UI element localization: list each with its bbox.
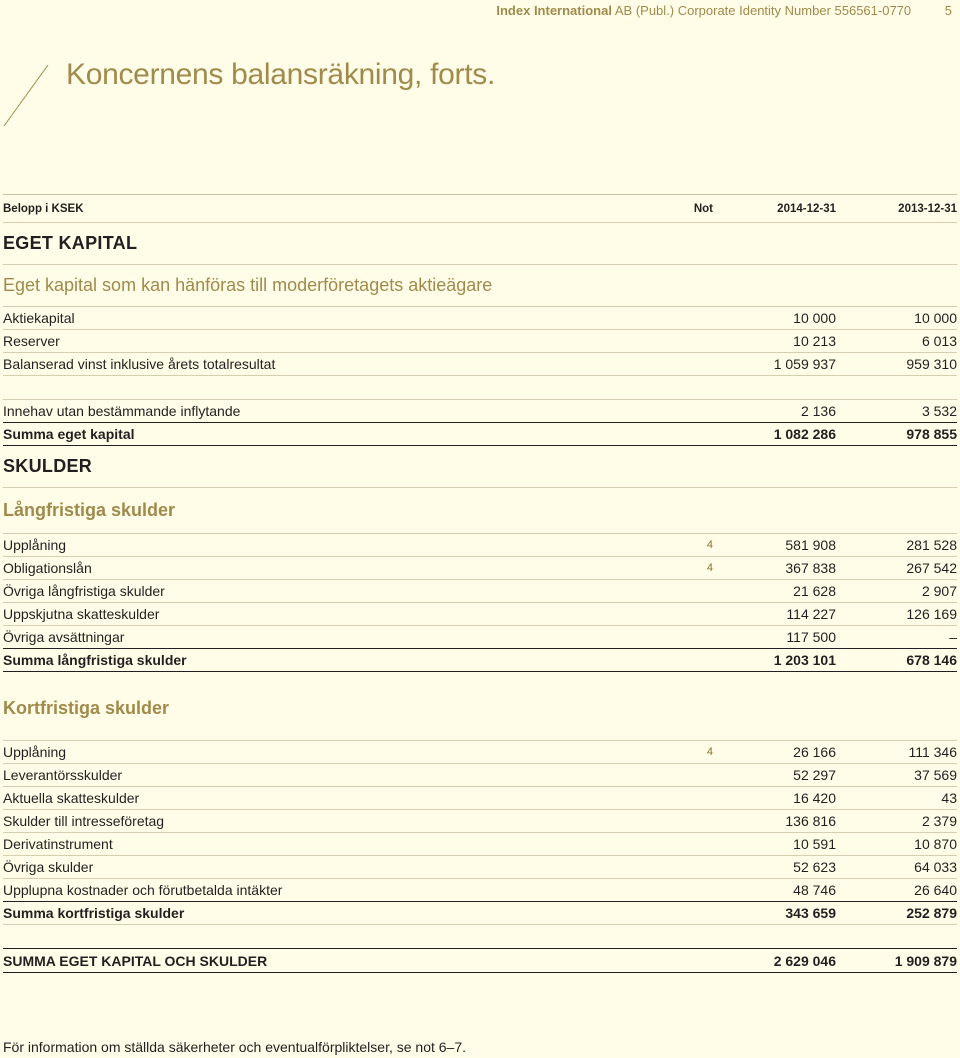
- row-value-2014: 48 746: [793, 882, 836, 898]
- row-label: Uppskjutna skatteskulder: [3, 606, 160, 622]
- row-value-2013: 2 907: [921, 583, 957, 599]
- row-value-2014: 581 908: [785, 537, 836, 553]
- longterm-total-row: [3, 648, 957, 671]
- equity-heading: EGET KAPITAL: [3, 222, 957, 264]
- row-value-2013: 64 033: [914, 859, 957, 875]
- row-value-2013: 267 542: [906, 560, 957, 576]
- row-label: Reserver: [3, 333, 60, 349]
- grand-total-row: [3, 948, 957, 972]
- page-title: Koncernens balansräkning, forts.: [66, 58, 495, 91]
- table-end-rule: [3, 972, 957, 973]
- spacer: [3, 924, 957, 948]
- table-row: [3, 329, 957, 352]
- row-value-2014: 10 213: [793, 333, 836, 349]
- row-label: Aktiekapital: [3, 310, 75, 326]
- row-value-2014: 136 816: [785, 813, 836, 829]
- row-value-2013: 678 146: [906, 652, 957, 668]
- row-note: 4: [706, 562, 713, 574]
- row-value-2013: –: [949, 629, 957, 645]
- row-label: Övriga skulder: [3, 859, 94, 875]
- column-label-header: Belopp i KSEK: [3, 202, 84, 215]
- column-note-header: Not: [693, 202, 713, 215]
- table-row: [3, 306, 957, 329]
- row-label: Balanserad vinst inklusive årets totalresultat: [3, 356, 276, 372]
- row-value-2014: 367 838: [785, 560, 836, 576]
- row-label: Övriga långfristiga skulder: [3, 583, 165, 599]
- row-label: Leverantörsskulder: [3, 767, 123, 783]
- spacer: [3, 375, 957, 399]
- table-row: [3, 579, 957, 602]
- row-label: Upplåning: [3, 537, 67, 553]
- table-row: [3, 533, 957, 556]
- table-row: [3, 740, 957, 763]
- balance-sheet-table: [3, 194, 957, 973]
- longterm-heading: Långfristiga skulder: [3, 487, 957, 533]
- row-value-2014: 2 136: [800, 403, 836, 419]
- footnote: För information om ställda säkerheter och eventualförpliktelser, se not 6–7.: [3, 1039, 467, 1055]
- column-year2-header: 2013-12-31: [898, 202, 957, 215]
- table-row: [3, 556, 957, 579]
- shortterm-rows: [3, 740, 957, 901]
- row-label: Summa kortfristiga skulder: [3, 905, 185, 921]
- row-value-2013: 252 879: [906, 905, 957, 921]
- row-label: Upplupna kostnader och förutbetalda intäkter: [3, 882, 283, 898]
- table-row: [3, 625, 957, 648]
- row-value-2013: 37 569: [914, 767, 957, 783]
- row-label: SUMMA EGET KAPITAL OCH SKULDER: [3, 952, 268, 969]
- row-value-2013: 3 532: [921, 403, 957, 419]
- row-label: Summa långfristiga skulder: [3, 652, 187, 668]
- row-value-2014: 343 659: [785, 905, 836, 921]
- row-label: Aktuella skatteskulder: [3, 790, 140, 806]
- row-note: 4: [706, 539, 713, 551]
- row-label: Upplåning: [3, 744, 67, 760]
- equity-rows: [3, 306, 957, 375]
- table-row: [3, 855, 957, 878]
- page-number: 5: [944, 3, 952, 18]
- row-value-2014: 1 082 286: [773, 426, 836, 442]
- row-value-2013: 2 379: [921, 813, 957, 829]
- row-value-2014: 117 500: [786, 629, 836, 645]
- table-row: [3, 602, 957, 625]
- row-label: Summa eget kapital: [3, 426, 135, 442]
- row-value-2013: 6 013: [921, 333, 957, 349]
- row-value-2014: 26 166: [793, 744, 836, 760]
- row-value-2014: 114 227: [786, 606, 836, 622]
- column-year1-header: 2014-12-31: [777, 202, 836, 215]
- row-value-2013: 26 640: [914, 882, 957, 898]
- company-name: Index International: [496, 3, 612, 18]
- row-label: Obligationslån: [3, 560, 92, 576]
- longterm-rows: [3, 533, 957, 648]
- equity-subheading: Eget kapital som kan hänföras till moderföretagets aktieägare: [3, 264, 957, 306]
- row-value-2013: 281 528: [906, 537, 957, 553]
- minority-row: [3, 399, 957, 422]
- row-value-2013: 126 169: [906, 606, 957, 622]
- liabilities-heading: SKULDER: [3, 445, 957, 487]
- row-note: 4: [706, 746, 713, 758]
- row-value-2013: 10 870: [914, 836, 957, 852]
- equity-total-row: [3, 422, 957, 445]
- table-row: [3, 878, 957, 901]
- row-value-2014: 52 297: [793, 767, 836, 783]
- table-row: [3, 352, 957, 375]
- page-header: [496, 3, 952, 18]
- shortterm-heading: Kortfristiga skulder: [3, 671, 957, 740]
- company-identity: AB (Publ.) Corporate Identity Number 556561-0770: [614, 3, 912, 18]
- table-row: [3, 832, 957, 855]
- row-value-2014: 21 628: [793, 583, 836, 599]
- row-label: Innehav utan bestämmande inflytande: [3, 403, 241, 419]
- row-value-2013: 111 346: [908, 744, 957, 760]
- row-value-2013: 10 000: [914, 310, 957, 326]
- row-value-2014: 2 629 046: [773, 952, 836, 969]
- row-value-2014: 1 203 101: [773, 652, 836, 668]
- row-value-2014: 16 420: [793, 790, 836, 806]
- row-value-2014: 10 000: [793, 310, 836, 326]
- row-label: Övriga avsättningar: [3, 629, 125, 645]
- row-label: Derivatinstrument: [3, 836, 113, 852]
- row-value-2014: 52 623: [793, 859, 836, 875]
- row-value-2013: 978 855: [906, 426, 957, 442]
- decorative-slash-icon: [0, 62, 50, 128]
- row-value-2014: 1 059 937: [773, 356, 836, 372]
- row-value-2013: 43: [941, 790, 957, 806]
- table-row: [3, 786, 957, 809]
- row-label: Skulder till intresseföretag: [3, 813, 165, 829]
- row-value-2013: 959 310: [906, 356, 957, 372]
- table-row: [3, 809, 957, 832]
- column-header-row: [3, 194, 957, 222]
- row-value-2013: 1 909 879: [894, 952, 957, 969]
- row-value-2014: 10 591: [793, 836, 836, 852]
- shortterm-total-row: [3, 901, 957, 924]
- table-row: [3, 763, 957, 786]
